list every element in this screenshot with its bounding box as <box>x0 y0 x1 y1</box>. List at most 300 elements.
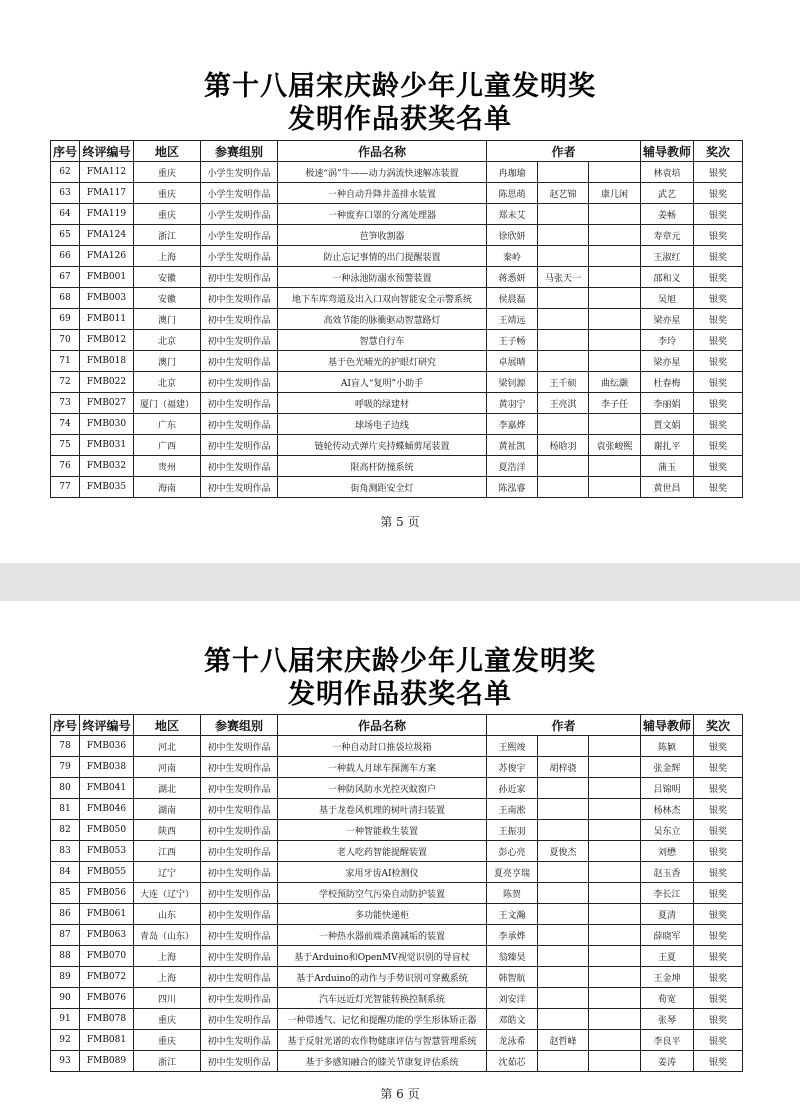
header-award: 奖次 <box>694 141 743 162</box>
cell-author-3 <box>589 862 641 883</box>
table-row <box>51 757 743 778</box>
cell-author-1: 王熙竣 <box>487 736 538 757</box>
cell-author-2 <box>538 162 589 183</box>
cell-award: 银奖 <box>694 778 743 799</box>
table-body <box>51 162 743 498</box>
cell-author-3 <box>589 225 641 246</box>
cell-author-1: 郑未艾 <box>487 204 538 225</box>
cell-award: 银奖 <box>694 883 743 904</box>
cell-teacher: 王淑红 <box>641 246 694 267</box>
cell-author-3 <box>589 267 641 288</box>
cell-author-1: 夏亮亨瑞 <box>487 862 538 883</box>
cell-group: 初中生发明作品 <box>201 841 278 862</box>
cell-work-name: 链轮传动式弹片夹持蝶蛹剪尾装置 <box>278 435 487 456</box>
cell-region: 重庆 <box>134 1009 201 1030</box>
cell-code: FMB030 <box>80 414 134 435</box>
cell-work-name: 基于Arduino的动作与手势识别可穿戴系统 <box>278 967 487 988</box>
table-body <box>51 736 743 1072</box>
table-row <box>51 778 743 799</box>
cell-award: 银奖 <box>694 820 743 841</box>
cell-work-name: AI盲人“复明”小助手 <box>278 372 487 393</box>
cell-region: 大连（辽宁） <box>134 883 201 904</box>
cell-author-1: 侯晨磊 <box>487 288 538 309</box>
cell-code: FMB055 <box>80 862 134 883</box>
page-number: 第 5 页 <box>380 515 420 529</box>
cell-teacher: 蒲玉 <box>641 456 694 477</box>
cell-region: 上海 <box>134 967 201 988</box>
cell-author-3 <box>589 1051 641 1072</box>
cell-award: 银奖 <box>694 414 743 435</box>
cell-work-name: 球场电子边线 <box>278 414 487 435</box>
cell-author-3 <box>589 162 641 183</box>
cell-author-1: 陈泓睿 <box>487 477 538 498</box>
cell-work-name: 防止忘记事情的出门提醒装置 <box>278 246 487 267</box>
table-row <box>51 246 743 267</box>
cell-author-3 <box>589 946 641 967</box>
cell-author-1: 梁钊源 <box>487 372 538 393</box>
cell-code: FMB032 <box>80 456 134 477</box>
cell-code: FMB072 <box>80 967 134 988</box>
cell-group: 初中生发明作品 <box>201 988 278 1009</box>
document-page-6 <box>0 601 800 1117</box>
cell-serial: 81 <box>51 799 80 820</box>
cell-teacher: 梁亦星 <box>641 351 694 372</box>
cell-work-name: 老人吃药智能提醒装置 <box>278 841 487 862</box>
cell-code: FMB022 <box>80 372 134 393</box>
cell-group: 初中生发明作品 <box>201 1030 278 1051</box>
cell-author-1: 黄祉凯 <box>487 435 538 456</box>
cell-author-2 <box>538 946 589 967</box>
cell-author-2 <box>538 778 589 799</box>
cell-author-3 <box>589 288 641 309</box>
table-row <box>51 799 743 820</box>
cell-author-2 <box>538 456 589 477</box>
header-group: 参赛组别 <box>201 715 278 736</box>
cell-author-1: 刘安洋 <box>487 988 538 1009</box>
cell-work-name: 基于色光哺光的护眼灯研究 <box>278 351 487 372</box>
cell-author-3 <box>589 778 641 799</box>
cell-group: 初中生发明作品 <box>201 267 278 288</box>
cell-award: 银奖 <box>694 757 743 778</box>
cell-serial: 87 <box>51 925 80 946</box>
cell-group: 小学生发明作品 <box>201 225 278 246</box>
table-row <box>51 1009 743 1030</box>
cell-work-name: 基于多感知融合的膝关节康复评估系统 <box>278 1051 487 1072</box>
cell-region: 海南 <box>134 477 201 498</box>
cell-teacher: 赵玉香 <box>641 862 694 883</box>
cell-teacher: 刘懋 <box>641 841 694 862</box>
cell-region: 重庆 <box>134 204 201 225</box>
cell-code: FMB089 <box>80 1051 134 1072</box>
cell-award: 银奖 <box>694 862 743 883</box>
table-row <box>51 946 743 967</box>
cell-author-1: 王文瀚 <box>487 904 538 925</box>
cell-author-1: 陈思萌 <box>487 183 538 204</box>
table-row <box>51 1051 743 1072</box>
cell-serial: 73 <box>51 393 80 414</box>
table-row <box>51 477 743 498</box>
header-region: 地区 <box>134 141 201 162</box>
header-work-name: 作品名称 <box>278 715 487 736</box>
cell-serial: 67 <box>51 267 80 288</box>
cell-code: FMB063 <box>80 925 134 946</box>
cell-group: 小学生发明作品 <box>201 162 278 183</box>
cell-work-name: 学校预防空气污染自动防护装置 <box>278 883 487 904</box>
cell-work-name: 芭笋收割器 <box>278 225 487 246</box>
cell-author-2 <box>538 330 589 351</box>
cell-serial: 82 <box>51 820 80 841</box>
cell-serial: 64 <box>51 204 80 225</box>
cell-code: FMB070 <box>80 946 134 967</box>
cell-author-3 <box>589 988 641 1009</box>
cell-region: 浙江 <box>134 225 201 246</box>
cell-teacher: 杜春梅 <box>641 372 694 393</box>
cell-serial: 93 <box>51 1051 80 1072</box>
cell-teacher: 梁亦星 <box>641 309 694 330</box>
table-row <box>51 841 743 862</box>
cell-serial: 66 <box>51 246 80 267</box>
cell-work-name: 多功能快递柜 <box>278 904 487 925</box>
cell-work-name: 限高杆防撞系统 <box>278 456 487 477</box>
document-title: 第十八届宋庆龄少年儿童发明奖 <box>204 71 596 102</box>
cell-code: FMB076 <box>80 988 134 1009</box>
cell-author-3 <box>589 204 641 225</box>
cell-author-3 <box>589 246 641 267</box>
cell-author-1: 苏俊宇 <box>487 757 538 778</box>
cell-award: 银奖 <box>694 456 743 477</box>
cell-award: 银奖 <box>694 372 743 393</box>
cell-author-2 <box>538 288 589 309</box>
table-row <box>51 183 743 204</box>
cell-code: FMB046 <box>80 799 134 820</box>
cell-author-2 <box>538 225 589 246</box>
cell-group: 初中生发明作品 <box>201 288 278 309</box>
cell-group: 初中生发明作品 <box>201 414 278 435</box>
cell-author-2: 胡梓骁 <box>538 757 589 778</box>
cell-teacher: 谢扎平 <box>641 435 694 456</box>
document-subtitle: 发明作品获奖名单 <box>288 679 512 710</box>
cell-serial: 92 <box>51 1030 80 1051</box>
cell-author-3 <box>589 1030 641 1051</box>
cell-group: 初中生发明作品 <box>201 309 278 330</box>
page-separator <box>0 563 800 601</box>
cell-author-1: 蒋悉妍 <box>487 267 538 288</box>
cell-work-name: 汽车远近灯光智能转换控制系统 <box>278 988 487 1009</box>
cell-author-2 <box>538 414 589 435</box>
cell-award: 银奖 <box>694 1030 743 1051</box>
cell-author-1: 彭心亮 <box>487 841 538 862</box>
cell-code: FMB003 <box>80 288 134 309</box>
cell-group: 初中生发明作品 <box>201 351 278 372</box>
awards-table <box>50 714 743 1072</box>
cell-serial: 86 <box>51 904 80 925</box>
cell-author-3 <box>589 330 641 351</box>
table-row <box>51 351 743 372</box>
cell-work-name: 街角测距安全灯 <box>278 477 487 498</box>
cell-code: FMB061 <box>80 904 134 925</box>
cell-region: 安徽 <box>134 267 201 288</box>
cell-author-2: 赵哲峰 <box>538 1030 589 1051</box>
cell-teacher: 吕锦明 <box>641 778 694 799</box>
cell-author-1: 徐欣妍 <box>487 225 538 246</box>
cell-teacher: 荀宽 <box>641 988 694 1009</box>
cell-group: 初中生发明作品 <box>201 967 278 988</box>
cell-group: 初中生发明作品 <box>201 946 278 967</box>
cell-code: FMB041 <box>80 778 134 799</box>
table-row <box>51 820 743 841</box>
cell-code: FMA124 <box>80 225 134 246</box>
cell-award: 银奖 <box>694 841 743 862</box>
table-row <box>51 225 743 246</box>
header-authors: 作者 <box>487 715 641 736</box>
cell-author-1: 孙近家 <box>487 778 538 799</box>
cell-author-2 <box>538 309 589 330</box>
cell-teacher: 李玲 <box>641 330 694 351</box>
table-row <box>51 393 743 414</box>
cell-code: FMB036 <box>80 736 134 757</box>
cell-award: 银奖 <box>694 1009 743 1030</box>
table-row <box>51 925 743 946</box>
header-teacher: 辅导教师 <box>641 715 694 736</box>
cell-work-name: 呼吸的绿建材 <box>278 393 487 414</box>
cell-work-name: 一种自动封口推袋垃圾箱 <box>278 736 487 757</box>
cell-code: FMB035 <box>80 477 134 498</box>
cell-teacher: 寿章元 <box>641 225 694 246</box>
table-row <box>51 267 743 288</box>
cell-region: 重庆 <box>134 1030 201 1051</box>
cell-author-1: 黄羽宁 <box>487 393 538 414</box>
cell-work-name: 极速“涡”牛——动力涡流快速解冻装置 <box>278 162 487 183</box>
cell-work-name: 基于Arduino和OpenMV视觉识别的导盲杖 <box>278 946 487 967</box>
cell-code: FMB011 <box>80 309 134 330</box>
cell-code: FMA117 <box>80 183 134 204</box>
cell-teacher: 吴东立 <box>641 820 694 841</box>
cell-serial: 72 <box>51 372 80 393</box>
cell-serial: 91 <box>51 1009 80 1030</box>
cell-teacher: 陈颖 <box>641 736 694 757</box>
cell-author-1: 翁臻昊 <box>487 946 538 967</box>
cell-author-2 <box>538 883 589 904</box>
cell-author-2 <box>538 351 589 372</box>
cell-teacher: 姜涛 <box>641 1051 694 1072</box>
cell-author-3 <box>589 925 641 946</box>
cell-serial: 74 <box>51 414 80 435</box>
table-row <box>51 435 743 456</box>
cell-serial: 77 <box>51 477 80 498</box>
cell-serial: 70 <box>51 330 80 351</box>
cell-author-3 <box>589 736 641 757</box>
cell-group: 初中生发明作品 <box>201 435 278 456</box>
cell-region: 江西 <box>134 841 201 862</box>
table-row <box>51 904 743 925</box>
cell-work-name: 一种带透气、记忆和提醒功能的学生形体矫正器 <box>278 1009 487 1030</box>
cell-serial: 62 <box>51 162 80 183</box>
cell-region: 河北 <box>134 736 201 757</box>
table-row <box>51 1030 743 1051</box>
cell-code: FMB078 <box>80 1009 134 1030</box>
cell-region: 湖北 <box>134 778 201 799</box>
cell-region: 重庆 <box>134 162 201 183</box>
cell-award: 银奖 <box>694 904 743 925</box>
cell-author-3: 袁张峻熙 <box>589 435 641 456</box>
cell-region: 厦门（福建） <box>134 393 201 414</box>
cell-teacher: 薛晓军 <box>641 925 694 946</box>
cell-group: 初中生发明作品 <box>201 477 278 498</box>
cell-teacher: 夏清 <box>641 904 694 925</box>
cell-author-3 <box>589 841 641 862</box>
cell-author-2: 杨晗羽 <box>538 435 589 456</box>
cell-author-2 <box>538 967 589 988</box>
cell-group: 小学生发明作品 <box>201 246 278 267</box>
cell-author-3: 李子任 <box>589 393 641 414</box>
cell-group: 初中生发明作品 <box>201 1051 278 1072</box>
cell-author-3 <box>589 820 641 841</box>
cell-region: 北京 <box>134 330 201 351</box>
cell-code: FMB050 <box>80 820 134 841</box>
cell-work-name: 一种自动升降井盖排水装置 <box>278 183 487 204</box>
cell-region: 上海 <box>134 946 201 967</box>
cell-author-1: 龙泳希 <box>487 1030 538 1051</box>
table-row <box>51 883 743 904</box>
cell-work-name: 一种热水器前端杀菌减垢的装置 <box>278 925 487 946</box>
cell-group: 初中生发明作品 <box>201 862 278 883</box>
header-group: 参赛组别 <box>201 141 278 162</box>
cell-work-name: 一种防风防水光控灭蚊窗户 <box>278 778 487 799</box>
cell-group: 初中生发明作品 <box>201 904 278 925</box>
cell-code: FMB031 <box>80 435 134 456</box>
cell-serial: 84 <box>51 862 80 883</box>
cell-region: 陕西 <box>134 820 201 841</box>
cell-teacher: 张琴 <box>641 1009 694 1030</box>
cell-teacher: 黄世昌 <box>641 477 694 498</box>
cell-author-3 <box>589 799 641 820</box>
cell-serial: 88 <box>51 946 80 967</box>
cell-award: 银奖 <box>694 393 743 414</box>
table-row <box>51 288 743 309</box>
cell-teacher: 王夏 <box>641 946 694 967</box>
cell-serial: 80 <box>51 778 80 799</box>
cell-award: 银奖 <box>694 183 743 204</box>
cell-author-3 <box>589 967 641 988</box>
cell-region: 北京 <box>134 372 201 393</box>
cell-author-2 <box>538 246 589 267</box>
header-teacher: 辅导教师 <box>641 141 694 162</box>
cell-award: 银奖 <box>694 988 743 1009</box>
cell-work-name: 家用牙齿AI检测仪 <box>278 862 487 883</box>
cell-teacher: 武艺 <box>641 183 694 204</box>
cell-serial: 90 <box>51 988 80 1009</box>
cell-teacher: 李长江 <box>641 883 694 904</box>
cell-code: FMB027 <box>80 393 134 414</box>
cell-serial: 71 <box>51 351 80 372</box>
cell-teacher: 张金辉 <box>641 757 694 778</box>
cell-award: 银奖 <box>694 246 743 267</box>
cell-author-1: 陈贺 <box>487 883 538 904</box>
document-subtitle: 发明作品获奖名单 <box>288 104 512 135</box>
header-work-name: 作品名称 <box>278 141 487 162</box>
cell-award: 银奖 <box>694 330 743 351</box>
cell-author-1: 卓展晴 <box>487 351 538 372</box>
cell-group: 初中生发明作品 <box>201 393 278 414</box>
cell-award: 银奖 <box>694 225 743 246</box>
table-row <box>51 372 743 393</box>
cell-group: 初中生发明作品 <box>201 736 278 757</box>
cell-serial: 79 <box>51 757 80 778</box>
cell-author-1: 王靖远 <box>487 309 538 330</box>
cell-region: 辽宁 <box>134 862 201 883</box>
header-code: 终评编号 <box>80 715 134 736</box>
cell-serial: 63 <box>51 183 80 204</box>
cell-work-name: 智慧自行车 <box>278 330 487 351</box>
cell-serial: 68 <box>51 288 80 309</box>
cell-author-2: 赵艺锦 <box>538 183 589 204</box>
cell-serial: 83 <box>51 841 80 862</box>
cell-work-name: 地下车库弯道及出入口双向智能安全示警系统 <box>278 288 487 309</box>
cell-author-1: 王南淞 <box>487 799 538 820</box>
cell-award: 银奖 <box>694 309 743 330</box>
table-row <box>51 967 743 988</box>
cell-award: 银奖 <box>694 435 743 456</box>
cell-author-3 <box>589 904 641 925</box>
cell-code: FMB056 <box>80 883 134 904</box>
cell-serial: 75 <box>51 435 80 456</box>
cell-teacher: 王金坤 <box>641 967 694 988</box>
cell-serial: 78 <box>51 736 80 757</box>
cell-region: 四川 <box>134 988 201 1009</box>
cell-region: 澳门 <box>134 351 201 372</box>
cell-author-1: 王振羽 <box>487 820 538 841</box>
cell-award: 银奖 <box>694 1051 743 1072</box>
cell-award: 银奖 <box>694 477 743 498</box>
cell-author-3 <box>589 414 641 435</box>
cell-author-3: 曲纭灏 <box>589 372 641 393</box>
cell-author-3 <box>589 309 641 330</box>
cell-teacher: 邵和义 <box>641 267 694 288</box>
header-code: 终评编号 <box>80 141 134 162</box>
cell-code: FMB001 <box>80 267 134 288</box>
cell-region: 贵州 <box>134 456 201 477</box>
cell-work-name: 一种载人月球车探测车方案 <box>278 757 487 778</box>
cell-author-2: 夏俊杰 <box>538 841 589 862</box>
cell-region: 山东 <box>134 904 201 925</box>
page-number: 第 6 页 <box>380 1087 420 1101</box>
cell-region: 广东 <box>134 414 201 435</box>
cell-award: 银奖 <box>694 736 743 757</box>
cell-author-1: 冉珈瑜 <box>487 162 538 183</box>
cell-code: FMB038 <box>80 757 134 778</box>
cell-group: 初中生发明作品 <box>201 799 278 820</box>
cell-region: 河南 <box>134 757 201 778</box>
cell-author-2 <box>538 799 589 820</box>
cell-work-name: 高效节能的脉衝驱动智慧路灯 <box>278 309 487 330</box>
cell-teacher: 姜畅 <box>641 204 694 225</box>
header-award: 奖次 <box>694 715 743 736</box>
header-serial: 序号 <box>51 141 80 162</box>
cell-teacher: 林袁培 <box>641 162 694 183</box>
cell-award: 银奖 <box>694 351 743 372</box>
header-authors: 作者 <box>487 141 641 162</box>
table-row <box>51 204 743 225</box>
table-row <box>51 862 743 883</box>
cell-author-3 <box>589 477 641 498</box>
cell-author-3 <box>589 757 641 778</box>
cell-author-3 <box>589 883 641 904</box>
cell-award: 银奖 <box>694 204 743 225</box>
cell-author-1: 王子畅 <box>487 330 538 351</box>
cell-group: 初中生发明作品 <box>201 1009 278 1030</box>
cell-award: 银奖 <box>694 162 743 183</box>
awards-table <box>50 140 743 498</box>
